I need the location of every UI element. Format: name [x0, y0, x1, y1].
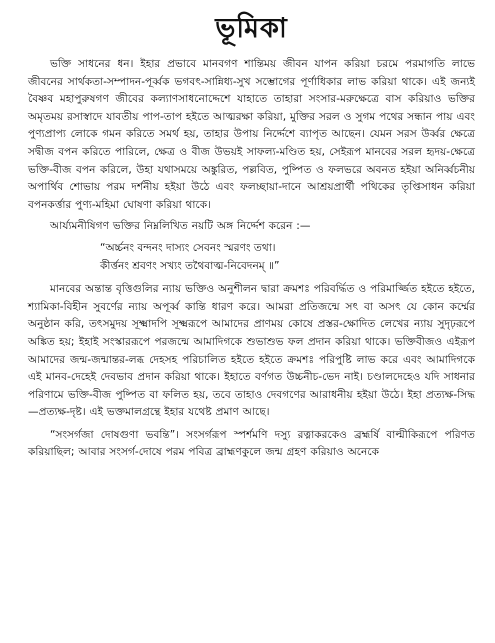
verse-line-1: “অর্চ্চনং বন্দনং দাস্যং সেবনং স্মরণং তথা।: [100, 241, 276, 254]
paragraph-cultivation: মানবের অন্তান্ত বৃত্তিগুলির ন্যায় ভক্তিও অনুশীলন দ্বারা ক্রমশঃ পরিবর্দ্ধিত ও পরিমার্জ্জিত হইতে হইতে, শ্যামিকা-বিহীন সুবর্ণের ন্যায় অপূর্ব্ব কান্তি ধারণ করে। আমরা প্রতিজন্মে সৎ বা অসৎ যে কোন কর্ম্মের অনুষ্ঠান করি, তৎসমুদয় সূক্ষ্মাদপি সূক্ষ্মরূপে আমাদের প্রাণময় কোষে প্রস্তর-ক্ষোদিত লেখের ন্যায় সুদৃঢ়রূপে অঙ্কিত হয়; ইহাই সংস্কাররূপে পরজন্মে আমাদিগকে শুভাশুভ ফল প্রদান করিয়া থাকে। ভক্তিবীজও এইরূপ আমাদের জন্ম-জন্মান্তর-লব্ধ দেহসহ পরিচালিত হইতে হইতে ক্রমশঃ পরিপুষ্টি লাভ করে এবং আমাদিগকে এই মানব-দেহেই দেবভাব প্রদান করিয়া থাকে। ইহাতে বর্ণগত উচ্চনীচ-ভেদ নাই। চণ্ডালদেহেও যদি সাধনার পরিণামে ভক্তি-বীজ পুষ্পিত বা ফলিত হয়, তবে তাহাও দেবগণের আরাধনীয় হইয়া উঠে। ইহা প্রত্যক্ষ-সিদ্ধ—প্রত্যক্ষ-দৃষ্ট। এই ভক্তমালগ্রন্থে ইহার যথেষ্ট প্রমাণ আছে।: [28, 283, 476, 419]
sanskrit-verse: [28, 240, 475, 275]
paragraph-nine-limbs-intro: আর্য্যমনীষিগণ ভক্তির নিম্নলিখিত নয়টি অঙ্গ নির্দ্দেশ করেন :—: [50, 220, 311, 233]
verse-line-2: কীর্ত্তনং শ্রবণং সখ্যং তথৈবাত্ম-নিবেদনম্ ॥”: [100, 259, 280, 272]
page-title: ভূমিকা: [215, 13, 288, 44]
paragraph-association: “সংসর্গজা দোষগুণা ভবন্তি”। সংসর্গরূপ স্পর্শমণি দস্যু রত্নাকরকেও ব্রহ্মর্ষি বাল্মীকিরূপে পরিণত করিয়াছিল; আবার সংসর্গ-দোষে পরম পবিত্র ব্রাহ্মণকুলে জন্ম গ্রহণ করিয়াও অনেকে: [28, 428, 475, 459]
paragraph-intro: ভক্তি সাধনের ধন। ইহার প্রভাবে মানবগণ শান্তিময় জীবন যাপন করিয়া চরমে পরমাগতি লাভে জীবনের সার্থকতা-সম্পাদন-পূর্ব্বক ভগবৎ-সান্নিধ্য-সুখ সম্ভোগের পূর্ণাধিকার লাভ করিয়া থাকে। এই জন্যই বৈষ্ণব মহাপুরুষগণ জীবের কল্যাণসাধনোদ্দেশে যাহাতে তাহারা সংসার-মরুক্ষেত্রে বাস করিয়াও ভক্তির অমৃতময় রসাস্বাদে যাবতীয় পাপ-তাপ হইতে আত্মরক্ষা করিয়া, মুক্তির সরল ও সুগম পথের সন্ধান পায় এবং পুণ্যপ্রাপ্য লোকে গমন করিতে সমর্থ হয়, তাহার উপায় নির্দ্দেশে ব্যাপৃত আছেন। যেমন সরস উর্ব্বর ক্ষেত্রে সদ্বীজ বপন করিতে পারিলে, ক্ষেত্র ও বীজ উভয়ই সাফল্য-মণ্ডিত হয়, সেইরূপ মানবের সরল হৃদয়-ক্ষেত্রে ভক্তি-বীজ বপন করিলে, উহা যথাসময়ে অঙ্কুরিত, পল্লবিত, পুষ্পিত ও ফলভরে অবনত হইয়া অনির্ব্বচনীয় অপার্থিব শোভায় পরম দর্শনীয় হইয়া উঠে এবং ফলচ্ছায়া-দানে আশ্রয়প্রার্থী পথিকের তৃপ্তিসাধন করিয়া বপনকর্ত্তার পুণ্য-মহিমা ঘোষণা করিয়া থাকে।: [28, 58, 475, 211]
